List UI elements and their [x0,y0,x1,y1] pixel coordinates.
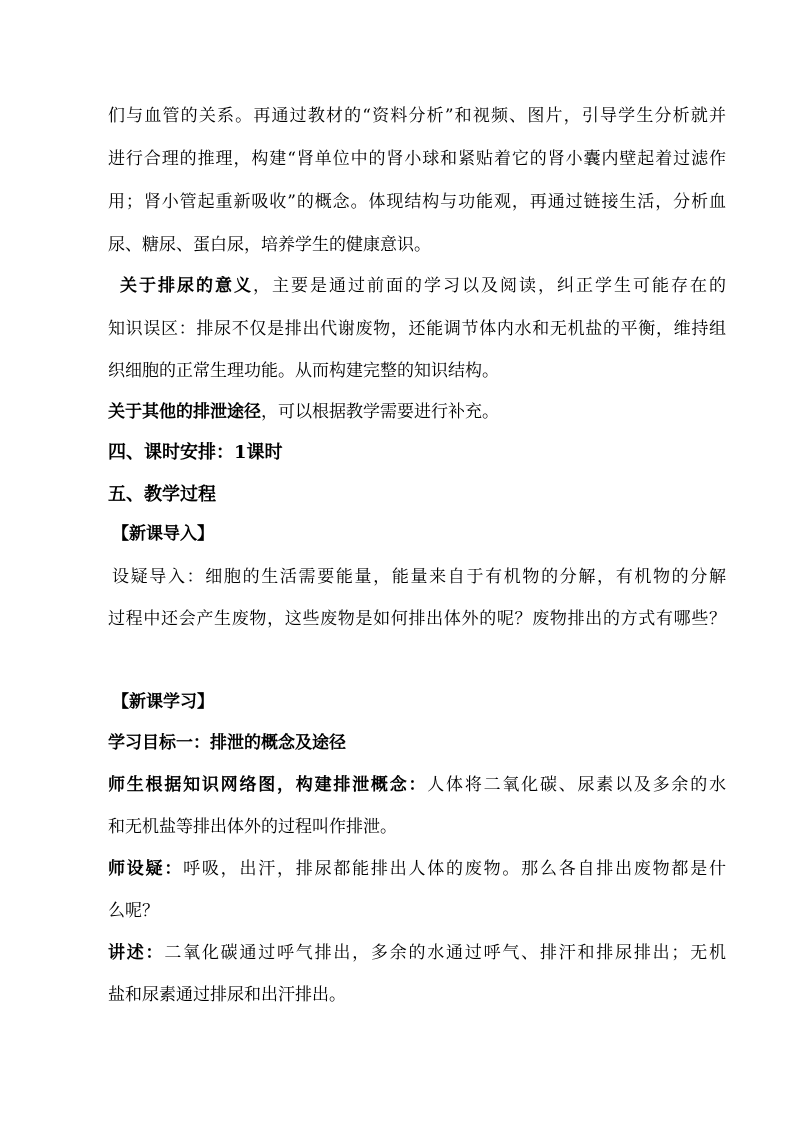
new-lesson-intro-line1: 设疑导入：细胞的生活需要能量，能量来自于有机物的分解，有机物的分解 [112,567,726,587]
section4-heading: 四、课时安排：1课时 [108,442,283,463]
paragraph2-bold-lead: 关于排尿的意义 [120,276,253,296]
new-lesson-intro-line2: 过程中还会产生废物，这些废物是如何排出体外的呢？废物排出的方式有哪些？ [108,609,726,629]
paragraph1-line4: 尿、糖尿、蛋白尿，培养学生的健康意识。 [108,235,431,255]
paragraph3-line [108,400,726,424]
paragraph1-line2: 进行合理的推理，构建“肾单位中的肾小球和紧贴着它的肾小囊内壁起着过滤作 [108,149,726,169]
explain-line1 [108,941,726,965]
concept-bold-lead: 师生根据知识网络图，构建排泄概念： [108,775,428,795]
section5-heading: 五、教学过程 [108,484,216,505]
paragraph3-bold-lead: 关于其他的排泄途径 [108,402,261,422]
paragraph3-rest: ，可以根据教学需要进行补充。 [261,402,499,422]
concept-line2: 和无机盐等排出体外的过程叫作排泄。 [108,817,397,837]
paragraph2-line3: 织细胞的正常生理功能。从而构建完整的知识结构。 [108,361,499,381]
concept-line1 [108,773,726,797]
question-bold-lead: 师设疑： [108,859,184,879]
question-line2: 么呢？ [108,901,159,921]
paragraph1-line3: 用；肾小管起重新吸收”的概念。体现结构与功能观，再通过链接生活，分析血 [108,192,726,212]
explain-rest: 二氧化碳通过呼气排出，多余的水通过呼气、排汗和排尿排出；无机 [164,943,726,963]
paragraph2-line2: 知识误区：排尿不仅是排出代谢废物，还能调节体内水和无机盐的平衡，维持组 [108,319,726,339]
explain-line2: 盐和尿素通过排尿和出汗排出。 [108,985,346,1005]
paragraph1-line1: 们与血管的关系。再通过教材的“资料分析”和视频、图片，引导学生分析就并 [108,106,726,126]
learning-goal-1: 学习目标一：排泄的概念及途径 [108,733,346,753]
concept-rest: 人体将二氧化碳、尿素以及多余的水 [427,775,726,795]
paragraph2-line1 [120,274,726,298]
explain-bold-lead: 讲述： [108,943,165,963]
new-lesson-study-label: 【新课学习】 [112,692,214,712]
paragraph2-line1-rest: ，主要是通过前面的学习以及阅读，纠正学生可能存在的 [253,276,726,296]
question-line1 [108,857,726,881]
question-rest: 呼吸，出汗，排尿都能排出人体的废物。那么各自排出废物都是什 [183,859,726,879]
new-lesson-intro-label: 【新课导入】 [112,524,214,544]
